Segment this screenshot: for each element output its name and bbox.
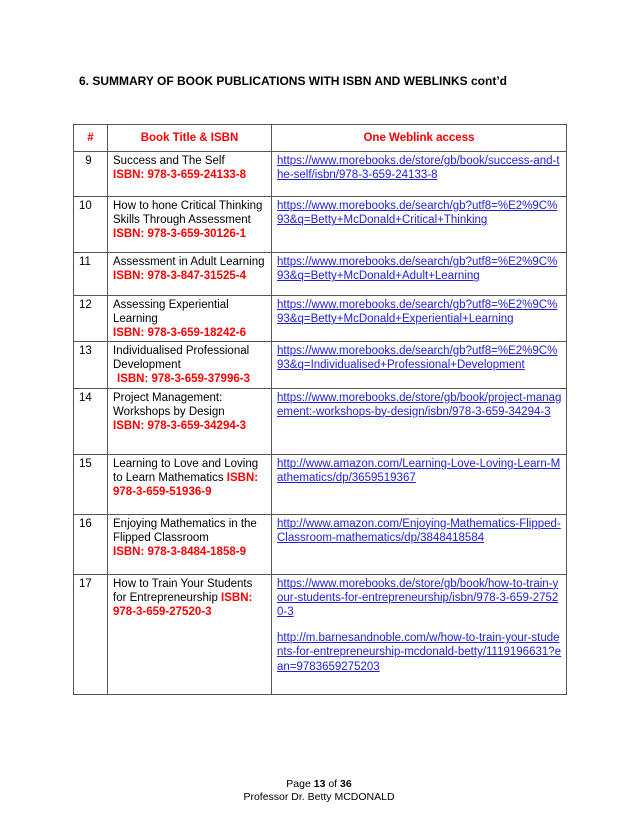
- book-title-cell: [108, 253, 272, 296]
- book-title-cell: [108, 388, 272, 454]
- book-title: Individualised Professional Development: [113, 344, 250, 371]
- book-isbn: ISBN: 978-3-659-24133-8: [113, 169, 246, 182]
- weblink-cell: [272, 574, 567, 694]
- book-isbn: ISBN: 978-3-659-37996-3: [117, 373, 250, 386]
- book-isbn: ISBN: 978-3-847-31525-4: [113, 270, 246, 283]
- weblink[interactable]: http://m.barnesandnoble.com/w/how-to-train-your-students-for-entrepreneurship-mcdonald-betty/1119196631?ean=9783659275203: [277, 632, 562, 673]
- book-title: How to Train Your Students for Entrepreneurship: [113, 577, 253, 604]
- page-footer: [0, 778, 638, 804]
- weblink-cell: [272, 514, 567, 574]
- weblink[interactable]: https://www.morebooks.de/search/gb?utf8=%E2%9C%93&q=Betty+McDonald+Experiential+Learning: [277, 299, 558, 326]
- book-title: Project Management: Workshops by Design: [113, 391, 225, 418]
- table-row: [74, 197, 567, 253]
- table-row: [74, 514, 567, 574]
- book-title-cell: [108, 454, 272, 514]
- book-title-cell: [108, 514, 272, 574]
- section-heading: 6. SUMMARY OF BOOK PUBLICATIONS WITH ISBN AND WEBLINKS cont’d: [79, 74, 507, 88]
- row-number: 14: [74, 388, 108, 454]
- book-isbn: ISBN: 978-3-659-27520-3: [113, 591, 253, 619]
- book-isbn: ISBN: 978-3-8484-1858-9: [113, 546, 246, 559]
- table-row: [74, 388, 567, 454]
- book-isbn: ISBN: 978-3-659-30126-1: [113, 228, 246, 241]
- row-number: 9: [74, 152, 108, 197]
- weblink-cell: [272, 296, 567, 342]
- weblink-cell: [272, 253, 567, 296]
- table-row: [74, 341, 567, 388]
- table-row: [74, 454, 567, 514]
- row-number: 11: [74, 253, 108, 296]
- table-row: [74, 152, 567, 197]
- book-title-cell: [108, 574, 272, 694]
- book-title: Success and The Self: [113, 155, 225, 167]
- weblink[interactable]: http://www.amazon.com/Enjoying-Mathematics-Flipped-Classroom-mathematics/dp/3848418584: [277, 517, 561, 544]
- book-isbn: ISBN: 978-3-659-34294-3: [113, 420, 246, 433]
- table-row: [74, 253, 567, 296]
- weblink[interactable]: https://www.morebooks.de/store/gb/book/project-management:-workshops-by-design/isbn/978-3-659-34294-3: [277, 391, 562, 418]
- book-publications-table: [73, 124, 567, 695]
- row-number: 12: [74, 296, 108, 342]
- weblink[interactable]: https://www.morebooks.de/store/gb/book/how-to-train-your-students-for-entrepreneurship/isbn/978-3-659-27520-3: [277, 577, 559, 619]
- weblink[interactable]: https://www.morebooks.de/store/gb/book/success-and-the-self/isbn/978-3-659-24133-8: [277, 155, 560, 182]
- header-title-isbn: Book Title & ISBN: [108, 125, 272, 152]
- book-title-cell: [108, 296, 272, 342]
- weblink-cell: [272, 152, 567, 197]
- row-number: 17: [74, 574, 108, 694]
- book-title-cell: [108, 341, 272, 388]
- row-number: 15: [74, 454, 108, 514]
- weblink-cell: [272, 454, 567, 514]
- book-title: Assessment in Adult Learning: [113, 256, 265, 268]
- table-row: [74, 296, 567, 342]
- row-number: 16: [74, 514, 108, 574]
- table-row: [74, 574, 567, 694]
- weblink-cell: [272, 197, 567, 253]
- book-isbn: ISBN: 978-3-659-18242-6: [113, 327, 246, 340]
- weblink[interactable]: https://www.morebooks.de/search/gb?utf8=%E2%9C%93&q=Betty+McDonald+Critical+Thinking: [277, 200, 558, 227]
- book-title-cell: [108, 197, 272, 253]
- header-weblink: One Weblink access: [272, 125, 567, 152]
- page-number: Page 13 of 36: [286, 778, 352, 790]
- book-title: Enjoying Mathematics in the Flipped Classroom: [113, 517, 257, 544]
- weblink-cell: [272, 388, 567, 454]
- book-title: Assessing Experiential Learning: [113, 299, 229, 326]
- book-title-cell: [108, 152, 272, 197]
- book-title: How to hone Critical Thinking Skills Through Assessment: [113, 200, 263, 227]
- weblink[interactable]: http://www.amazon.com/Learning-Love-Loving-Learn-Mathematics/dp/3659519367: [277, 457, 561, 484]
- table-header-row: [74, 125, 567, 152]
- book-title: Learning to Love and Loving to Learn Mathematics: [113, 457, 259, 484]
- book-isbn: ISBN: 978-3-659-51936-9: [113, 471, 259, 499]
- row-number: 10: [74, 197, 108, 253]
- row-number: 13: [74, 341, 108, 388]
- weblink[interactable]: https://www.morebooks.de/search/gb?utf8=%E2%9C%93&q=Betty+McDonald+Adult+Learning: [277, 256, 558, 283]
- author-name: Professor Dr. Betty MCDONALD: [243, 791, 395, 803]
- weblink[interactable]: https://www.morebooks.de/search/gb?utf8=%E2%9C%93&q=Individualised+Professional+Development: [277, 344, 558, 371]
- weblink-cell: [272, 341, 567, 388]
- header-number: #: [74, 125, 108, 152]
